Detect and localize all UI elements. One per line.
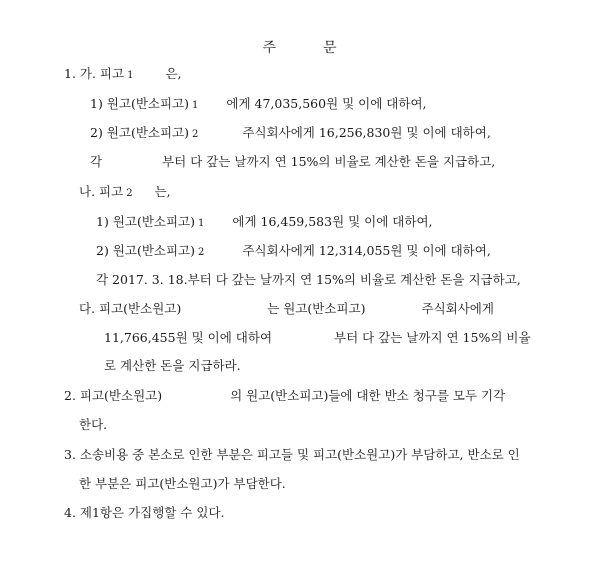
line-1-da-cont: 11,766,455원 및 이에 대하여 부터 다 갚는 날까지 연 15%의 비율 — [104, 330, 531, 345]
line-1-na-each: 각 2017. 3. 18.부터 다 갚는 날까지 연 15%의 비율로 계산한 돈을 지급하고, — [96, 272, 521, 287]
line-1-da-end: 로 계산한 돈을 지급하라. — [104, 358, 241, 373]
line-1-na-1: 1) 원고(반소피고) 1 에게 16,459,583원 및 이에 대하여, — [96, 214, 433, 229]
title-char-1: 주 — [262, 40, 277, 56]
line-1-ga: 1. 가. 피고 1 은, — [64, 66, 182, 81]
line-2: 2. 피고(반소원고) 의 원고(반소피고)들에 대한 반소 청구를 모두 기각 — [64, 388, 506, 403]
line-1-na-2: 2) 원고(반소피고) 2 주식회사에게 12,314,055원 및 이에 대하여, — [96, 243, 491, 258]
line-1-ga-each: 각 부터 다 갚는 날까지 연 15%의 비율로 계산한 돈을 지급하고, — [90, 154, 496, 169]
line-3-cont: 한 부분은 피고(반소원고)가 부담한다. — [79, 476, 286, 491]
line-1-na: 나. 피고 2 는, — [79, 184, 171, 199]
line-1-da: 다. 피고(반소원고) 는 원고(반소피고) 주식회사에게 — [79, 301, 494, 316]
line-4: 4. 제1항은 가집행할 수 있다. — [64, 505, 225, 520]
section-title — [0, 37, 600, 57]
line-3: 3. 소송비용 중 본소로 인한 부분은 피고들 및 피고(반소원고)가 부담하고, 반소로 인 — [64, 447, 520, 462]
line-2-cont: 한다. — [79, 417, 108, 432]
line-1-ga-1: 1) 원고(반소피고) 1 에게 47,035,560원 및 이에 대하여, — [90, 96, 427, 111]
line-1-ga-2: 2) 원고(반소피고) 2 주식회사에게 16,256,830원 및 이에 대하여, — [90, 125, 491, 140]
title-char-2: 문 — [323, 40, 338, 56]
